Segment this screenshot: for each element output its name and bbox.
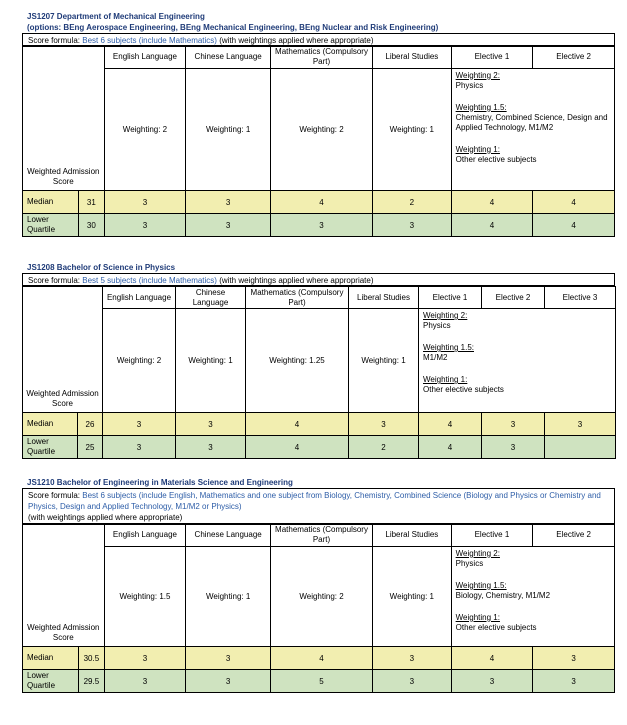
formula-prefix: Score formula: [28,36,83,45]
admission-table [22,524,615,693]
median-value: 4 [246,413,349,436]
lower-quartile-value: 3 [103,436,176,459]
elective-weight-head: Weighting 1: [455,612,500,622]
header-chinese: Chinese Language [176,287,246,309]
elective-weight-subjects: Other elective subjects [455,154,537,164]
elective-weight-subjects: Physics [455,558,484,568]
lower-quartile-value: 4 [451,214,533,237]
median-value: 4 [270,191,372,214]
weighting-english: Weighting: 2 [103,309,176,413]
median-value: 3 [104,647,186,670]
median-label: Median [23,647,79,670]
lower-quartile-value: 3 [373,214,452,237]
weighted-score-label: Weighted Admission Score [23,47,105,191]
weighting-english: Weighting: 2 [104,68,186,190]
section-subtitle: (options: BEng Aerospace Engineering, BEng Mechanical Engineering, BEng Nuclear and Risk Engineering) [27,23,439,32]
elective-weight-subjects: Other elective subjects [455,622,537,632]
elective-weight-head: Weighting 1.5: [423,343,474,353]
median-value: 3 [373,647,452,670]
header-elective-2: Elective 2 [533,525,615,547]
lower-quartile-value: 2 [349,436,419,459]
weighting-mathematics: Weighting: 1.25 [246,309,349,413]
admission-table [22,46,615,237]
formula-suffix: (with weightings applied where appropriate) [216,36,374,45]
elective-weight-head: Weighting 1: [423,375,468,385]
elective-weightings [451,68,614,190]
lower-quartile-row [23,436,616,459]
lower-quartile-value: 5 [270,670,372,693]
lower-quartile-value: 4 [419,436,482,459]
section-title: JS1210 Bachelor of Engineering in Materials Science and Engineering [27,478,293,487]
header-liberal-studies: Liberal Studies [373,525,452,547]
median-score: 30.5 [79,647,105,670]
elective-weight-head: Weighting 1.5: [455,580,507,590]
lower-quartile-row [23,670,615,693]
weighting-liberal-studies: Weighting: 1 [349,309,419,413]
elective-weight-subjects: Physics [455,80,484,90]
weighting-chinese: Weighting: 1 [186,546,271,646]
weighting-mathematics: Weighting: 2 [270,546,372,646]
lower-quartile-label: Lower Quartile [23,436,78,459]
median-value: 3 [545,413,616,436]
lower-quartile-value: 3 [482,436,545,459]
lower-quartile-score: 30 [79,214,105,237]
admission-table [22,286,616,459]
median-row [23,191,615,214]
elective-weightings [419,309,616,413]
header-mathematics: Mathematics (Compulsory Part) [270,47,372,69]
median-value: 3 [186,191,271,214]
lower-quartile-value: 4 [246,436,349,459]
score-formula [22,488,615,524]
lower-quartile-value: 3 [451,670,533,693]
lower-quartile-value [545,436,616,459]
header-english: English Language [103,287,176,309]
header-elective-2: Elective 2 [482,287,545,309]
formula-rule: Best 6 subjects (include English, Mathematics and one subject from Biology, Chemistry, Combined Science (Biology and Physics or Chemistry and Physics, Design and Applied Technology, M1/M2 or Physics) [28,491,601,511]
weighted-score-label: Weighted Admission Score [23,525,105,647]
median-value: 2 [373,191,452,214]
median-value: 4 [451,647,533,670]
header-elective-2: Elective 2 [533,47,615,69]
elective-weight-head: Weighting 2: [423,311,468,321]
header-mathematics: Mathematics (Compulsory Part) [246,287,349,309]
median-value: 3 [186,647,271,670]
lower-quartile-value: 3 [104,670,186,693]
lower-quartile-value: 4 [533,214,615,237]
lower-quartile-label: Lower Quartile [23,214,79,237]
median-value: 4 [533,191,615,214]
median-score: 31 [79,191,105,214]
median-row [23,647,615,670]
median-value: 4 [419,413,482,436]
lower-quartile-value: 3 [104,214,186,237]
formula-suffix: (with weightings applied where appropriate) [216,276,374,285]
elective-weightings [451,546,614,646]
median-value: 4 [270,647,372,670]
median-value: 3 [533,647,615,670]
formula-rule: Best 5 subjects (include Mathematics) [82,276,217,285]
lower-quartile-score: 29.5 [79,670,105,693]
lower-quartile-value: 3 [176,436,246,459]
section-title: JS1207 Department of Mechanical Engineering [27,12,205,21]
median-value: 4 [451,191,533,214]
formula-rule: Best 6 subjects (include Mathematics) [82,36,217,45]
median-score: 26 [78,413,103,436]
formula-suffix: (with weightings applied where appropriate) [28,513,183,522]
elective-weight-subjects: Other elective subjects [423,385,504,395]
lower-quartile-row [23,214,615,237]
elective-weight-subjects: Chemistry, Combined Science, Design and Applied Technology, M1/M2 [455,112,608,132]
median-value: 3 [103,413,176,436]
header-chinese: Chinese Language [186,47,271,69]
median-value: 3 [176,413,246,436]
weighting-chinese: Weighting: 1 [176,309,246,413]
weighted-score-label: Weighted Admission Score [23,287,103,413]
header-english: English Language [104,47,186,69]
median-row [23,413,616,436]
lower-quartile-value: 3 [270,214,372,237]
weighting-liberal-studies: Weighting: 1 [373,68,452,190]
header-chinese: Chinese Language [186,525,271,547]
weighting-english: Weighting: 1.5 [104,546,186,646]
lower-quartile-value: 3 [186,214,271,237]
header-elective-1: Elective 1 [451,525,533,547]
elective-weight-subjects: M1/M2 [423,353,448,363]
weighting-mathematics: Weighting: 2 [270,68,372,190]
lower-quartile-value: 3 [373,670,452,693]
header-elective-1: Elective 1 [419,287,482,309]
elective-weight-head: Weighting 2: [455,70,500,80]
median-label: Median [23,413,78,436]
elective-weight-head: Weighting 1.5: [455,102,507,112]
median-value: 3 [104,191,186,214]
header-liberal-studies: Liberal Studies [373,47,452,69]
formula-prefix: Score formula: [28,491,83,500]
section-title: JS1208 Bachelor of Science in Physics [27,263,176,272]
median-value: 3 [349,413,419,436]
weighting-chinese: Weighting: 1 [186,68,271,190]
lower-quartile-value: 3 [533,670,615,693]
weighting-liberal-studies: Weighting: 1 [373,546,452,646]
elective-weight-head: Weighting 1: [455,144,500,154]
lower-quartile-value: 3 [186,670,271,693]
header-elective-3: Elective 3 [545,287,616,309]
score-formula [22,33,615,46]
lower-quartile-score: 25 [78,436,103,459]
header-liberal-studies: Liberal Studies [349,287,419,309]
median-value: 3 [482,413,545,436]
formula-prefix: Score formula: [28,276,83,285]
header-english: English Language [104,525,186,547]
score-formula [22,273,615,286]
header-mathematics: Mathematics (Compulsory Part) [270,525,372,547]
lower-quartile-label: Lower Quartile [23,670,79,693]
elective-weight-subjects: Biology, Chemistry, M1/M2 [455,590,551,600]
elective-weight-head: Weighting 2: [455,548,500,558]
header-elective-1: Elective 1 [451,47,533,69]
elective-weight-subjects: Physics [423,321,451,331]
median-label: Median [23,191,79,214]
